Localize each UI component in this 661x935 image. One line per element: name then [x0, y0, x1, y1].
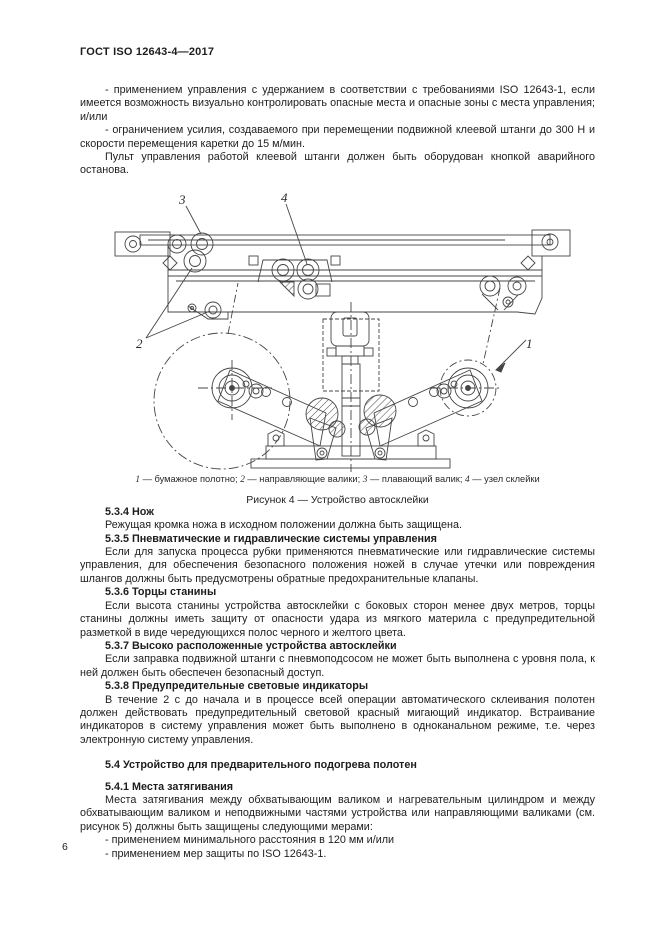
legend-text-4: — узел склейки	[469, 473, 540, 484]
document-header: ГОСТ ISO 12643-4—2017	[80, 46, 215, 58]
figure-legend	[80, 474, 595, 486]
section-heading-5-3-8: 5.3.8 Предупредительные световые индикаторы	[105, 680, 369, 693]
section-text-5-3-5: Если для запуска процесса рубки применяются пневматические или гидравлические системы управления, для обеспечения безопасного положения ножей в случае утечки или повреждения шлангов должны быть предусмотрены обратные предохранительные клапаны.	[80, 546, 595, 585]
intro-paragraph-1: - применением управления с удержанием в соответствии с требованиями ISO 12643-1, если имеется возможность визуально контролировать опасные места и опасные зоны с места управления; и/или	[80, 84, 595, 123]
figure-callout-1: 1	[526, 335, 533, 351]
figure-4	[80, 188, 595, 506]
page-number: 6	[62, 841, 68, 853]
page-content	[80, 46, 595, 861]
section-heading-5-3-6: 5.3.6 Торцы станины	[105, 586, 217, 599]
figure-callout-2: 2	[136, 335, 143, 351]
figure-callout-3: 3	[179, 191, 186, 207]
section-heading-5-4: 5.4 Устройство для предварительного подогрева полотен	[105, 759, 417, 772]
section-text-5-3-7: Если заправка подвижной штанги с пневмоподсосом не может быть выполнена с уровня пола, к ней должен быть обеспечен безопасный доступ.	[80, 653, 595, 679]
section-heading-5-3-5: 5.3.5 Пневматические и гидравлические системы управления	[105, 532, 437, 545]
section-text-5-3-6: Если высота станины устройства автосклейки с боковых сторон менее двух метров, торцы станины должны иметь защиту от опасности удара из мягкого материла с предупредительной разметкой в виде чередующихся полос черного и желтого цвета.	[80, 599, 595, 639]
legend-num-3: 3	[362, 474, 368, 485]
legend-text-2: — направляющие валики;	[244, 473, 363, 484]
figure-callout-4: 4	[281, 189, 288, 205]
bullet-item-2: - применением мер защиты по ISO 12643-1.	[105, 847, 327, 860]
section-text-5-3-8: В течение 2 с до начала и в процессе всей операции автоматического склеивания полотен должен действовать предупредительный световой красный мигающий индикатор. Встраивание индикаторов в систему управления может быть выполнено в одноканальном режиме, т.е. через электронную систему управления.	[80, 693, 595, 746]
legend-num-4: 4	[465, 474, 470, 485]
section-heading-5-3-7: 5.3.7 Высоко расположенные устройства автосклейки	[105, 639, 397, 652]
legend-text-3: — плавающий валик;	[367, 473, 465, 484]
intro-paragraph-3: Пульт управления работой клеевой штанги должен быть оборудован кнопкой аварийного останова.	[80, 151, 595, 177]
intro-paragraph-2: - ограничением усилия, создаваемого при перемещении подвижной клеевой штанги до 300 Н и скорости перемещения каретки до 15 м/мин.	[80, 124, 595, 150]
bullet-item-1: - применением минимального расстояния в 120 мм и/или	[105, 834, 395, 847]
section-text-5-4-1: Места затягивания между обхватывающим валиком и нагревательным цилиндром и между обхватывающим валиком и неподвижными частями устройства или направляющими валиками (см. рисунок 5) должны быть защищены следующими мерами:	[80, 793, 595, 833]
section-heading-5-3-4: 5.3.4 Нож	[105, 505, 154, 518]
legend-num-1: 1	[135, 474, 140, 485]
figure-caption: Рисунок 4 — Устройство автосклейки	[246, 493, 429, 506]
autosplice-device-diagram	[80, 188, 600, 474]
section-text-5-3-4: Режущая кромка ножа в исходном положении должна быть защищена.	[105, 519, 463, 532]
legend-text-1: — бумажное полотно;	[139, 473, 241, 484]
legend-num-2: 2	[240, 474, 245, 485]
section-heading-5-4-1: 5.4.1 Места затягивания	[105, 780, 234, 793]
